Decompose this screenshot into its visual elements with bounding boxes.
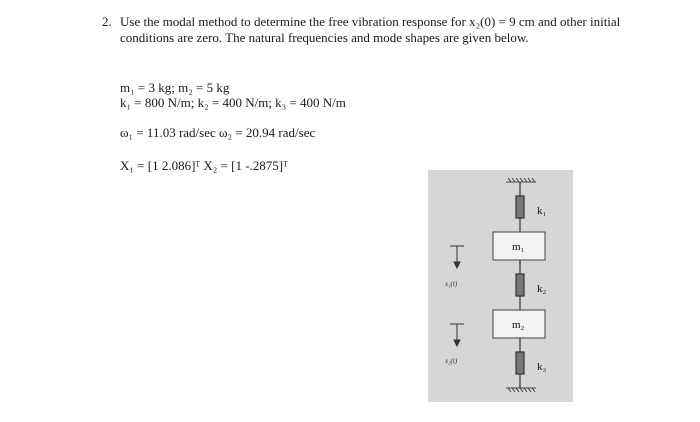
x1-arrow-icon: [450, 246, 464, 268]
spring-k1-icon: [516, 182, 524, 232]
label-x2: x₂(t): [445, 357, 458, 365]
masses-line: m₁ = 3 kg; m₂ = 5 kg: [120, 80, 230, 95]
label-k2: k₂: [537, 283, 547, 295]
spring-k3-icon: [516, 338, 524, 388]
problem-number: 2.: [102, 14, 112, 29]
problem-statement: [102, 14, 622, 46]
frequencies-line: ω₁ = 11.03 rad/sec ω₂ = 20.94 rad/sec: [120, 125, 316, 140]
spring-k2-icon: [516, 260, 524, 310]
bottom-ground-icon: [506, 388, 536, 392]
x2-arrow-icon: [450, 324, 464, 346]
label-x1: x₁(t): [445, 280, 458, 288]
stiffness-line: k₁ = 800 N/m; k₂ = 400 N/m; k₃ = 400 N/m: [120, 95, 346, 110]
label-k1: k₁: [537, 205, 547, 217]
label-k3: k₃: [537, 361, 547, 373]
top-ground-icon: [506, 178, 536, 182]
label-m2: m₂: [512, 319, 525, 331]
spring-mass-diagram: [428, 170, 573, 402]
problem-text: Use the modal method to determine the free vibration response for x₂(0) = 9 cm and other initial conditions are zero. The natural frequencies and mode shapes are given below.: [120, 14, 621, 45]
label-m1: m₁: [512, 241, 525, 253]
mode-shapes-line: X₁ = [1 2.086]ᵀ X₂ = [1 -.2875]ᵀ: [120, 158, 288, 173]
spring-mass-figure: [428, 170, 573, 402]
